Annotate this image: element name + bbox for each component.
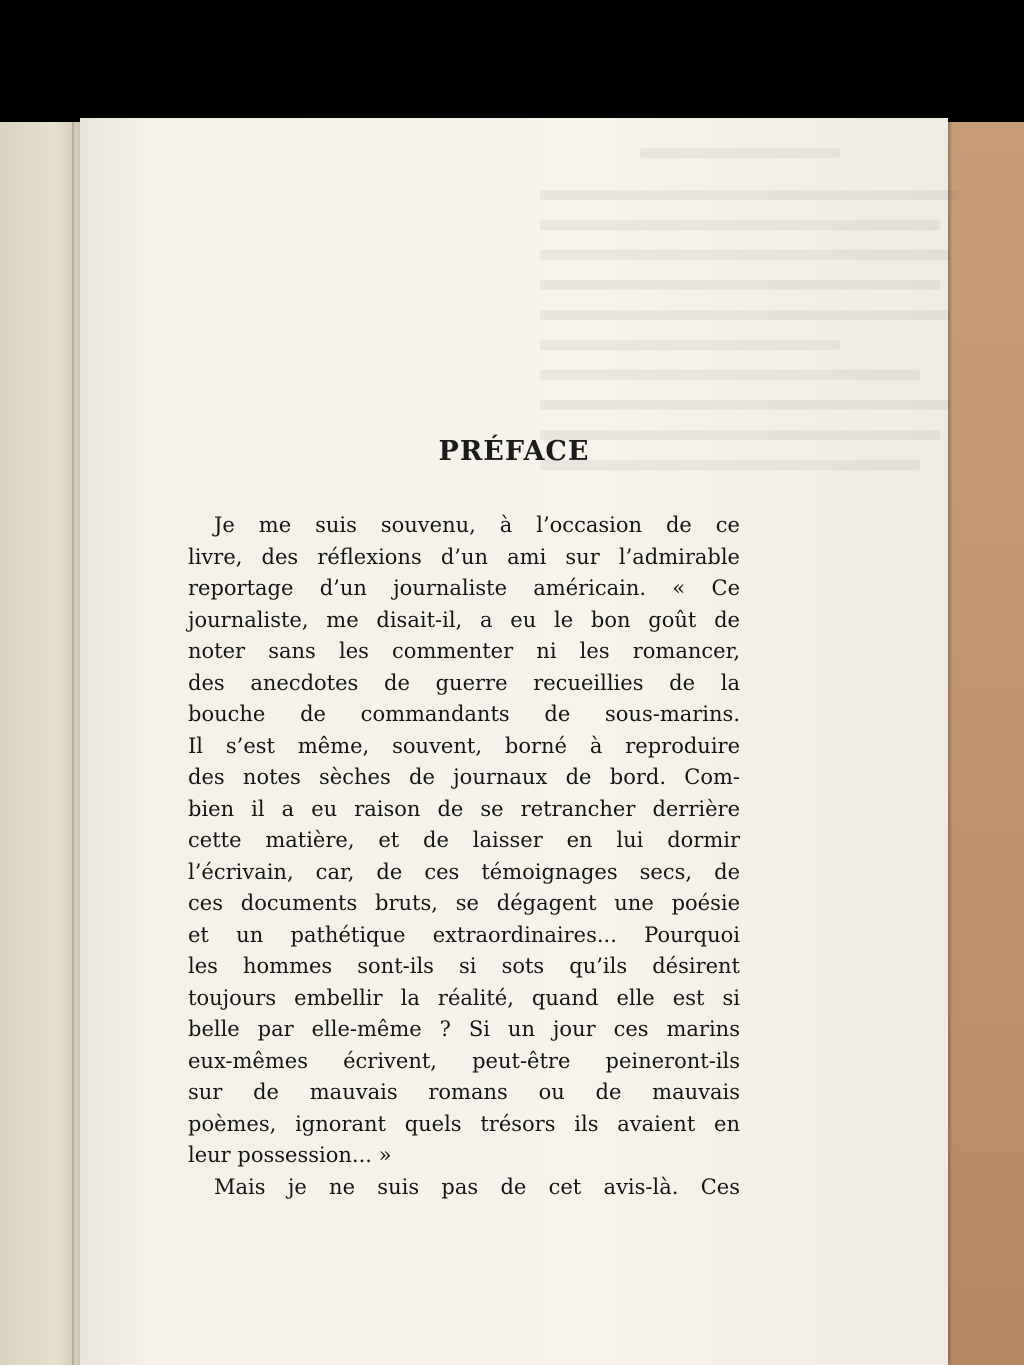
text-line: Je me suis souvenu, à l’occasion de ce <box>214 513 740 537</box>
body-text <box>188 510 740 1203</box>
text-line: cette matière, et de laisser en lui dormir <box>188 828 740 852</box>
text-line: l’écrivain, car, de ces témoignages secs, de <box>188 859 740 884</box>
text-line: reportage d’un journaliste américain. « Ce <box>188 576 740 600</box>
text-line: noter sans les commenter ni les romancer, <box>188 639 740 663</box>
text-line: toujours embellir la réalité, quand elle est si <box>188 985 740 1010</box>
text-line: poèmes, ignorant quels trésors ils avaient en <box>188 1111 740 1136</box>
previous-page-edge <box>0 122 80 1365</box>
text-line: des notes sèches de journaux de bord. Com- <box>188 765 740 789</box>
text-line: eux-mêmes écrivent, peut-être peineront-ils <box>188 1048 740 1073</box>
text-line: et un pathétique extraordinaires... Pourquoi <box>188 922 740 947</box>
text-line: bien il a eu raison de se retrancher derrière <box>188 796 740 821</box>
text-line: ces documents bruts, se dégagent une poésie <box>188 891 740 915</box>
text-line: journaliste, me disait-il, a eu le bon goût de <box>188 607 740 632</box>
black-border <box>0 0 1024 122</box>
text-line: Mais je ne suis pas de cet avis-là. Ces <box>214 1174 740 1199</box>
text-line: leur possession... » <box>188 1143 392 1167</box>
text-line: Il s’est même, souvent, borné à reproduire <box>188 733 740 758</box>
book-page <box>80 118 948 1365</box>
text-line: bouche de commandants de sous-marins. <box>188 702 740 726</box>
text-line: sur de mauvais romans ou de mauvais <box>188 1080 740 1104</box>
text-line: les hommes sont-ils si sots qu’ils désirent <box>188 954 740 978</box>
table-surface <box>945 122 1024 1365</box>
text-line: belle par elle-même ? Si un jour ces marins <box>188 1017 740 1041</box>
page-title: PRÉFACE <box>438 436 590 467</box>
text-line: livre, des réflexions d’un ami sur l’admirable <box>188 544 740 569</box>
text-line: des anecdotes de guerre recueillies de la <box>188 670 740 695</box>
